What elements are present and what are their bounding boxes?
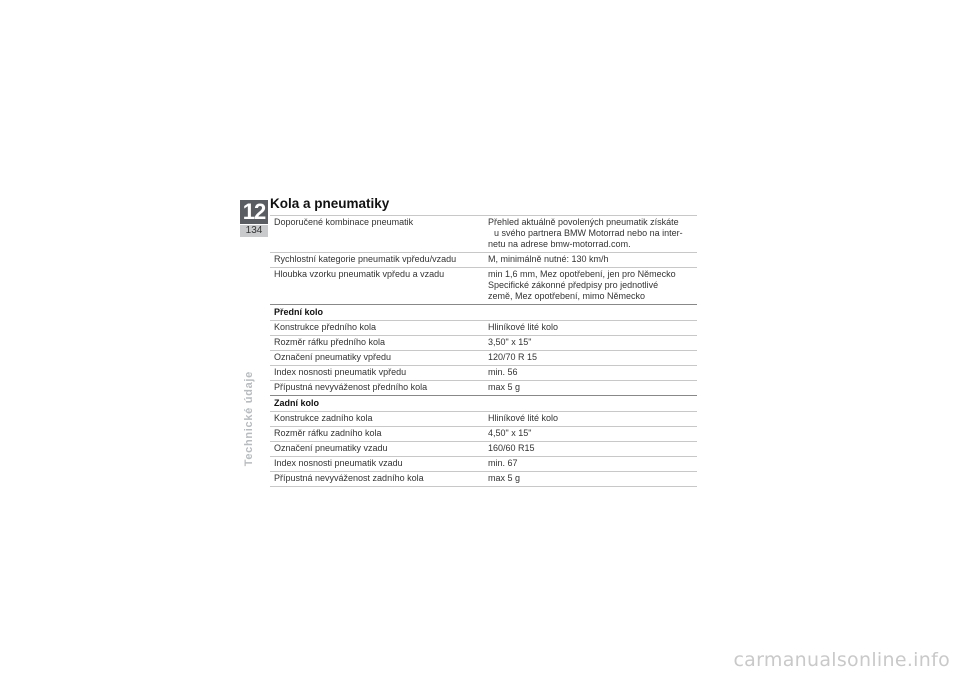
row-label: Rozměr ráfku zadního kola [274, 428, 382, 438]
row-label: Označení pneumatiky vpředu [274, 352, 392, 362]
row-label: Hloubka vzorku pneumatik vpředu a vzadu [274, 269, 445, 279]
page-number: 134 [240, 225, 268, 237]
chapter-number: 12 [240, 200, 268, 224]
row-value: max 5 g [488, 473, 521, 483]
table-row [270, 320, 697, 335]
row-value-line: země, Mez opotřebení, mimo Německo [488, 291, 646, 301]
row-label: Index nosnosti pneumatik vpředu [274, 367, 407, 377]
table-row [270, 456, 697, 471]
row-value [488, 216, 697, 252]
row-value-line: netu na adrese bmw-motorrad.com. [488, 239, 631, 249]
row-value-line: u svého partnera BMW Motorrad nebo na inter- [494, 228, 683, 238]
table-row [270, 441, 697, 456]
row-value: min. 56 [488, 367, 518, 377]
row-value-line: Specifické zákonné předpisy pro jednotlivé [488, 280, 659, 290]
spec-table [270, 215, 697, 487]
row-label: Doporučené kombinace pneumatik [274, 217, 414, 227]
row-label: Rozměr ráfku předního kola [274, 337, 386, 347]
row-value: 160/60 R15 [488, 443, 535, 453]
row-value-line: Přehled aktuálně povolených pneumatik získáte [488, 217, 679, 227]
table-row [270, 335, 697, 350]
row-label: Přípustná nevyváženost předního kola [274, 382, 428, 392]
row-value: min. 67 [488, 458, 518, 468]
row-value [488, 268, 697, 304]
section-heading-rear: Zadní kolo [270, 395, 697, 411]
row-label: Konstrukce předního kola [274, 322, 377, 332]
row-label: Přípustná nevyváženost zadního kola [274, 473, 424, 483]
table-row [270, 215, 697, 252]
table-row [270, 380, 697, 395]
chapter-side-label: Technické údaje [243, 371, 255, 467]
watermark: carmanualsonline.info [733, 649, 950, 671]
table-row [270, 350, 697, 365]
row-value: max 5 g [488, 382, 521, 392]
row-value [488, 253, 697, 267]
row-value: 120/70 R 15 [488, 352, 538, 362]
table-bottom-rule [270, 486, 697, 487]
row-label: Rychlostní kategorie pneumatik vpředu/vzadu [274, 254, 457, 264]
table-row [270, 267, 697, 304]
table-row [270, 426, 697, 441]
row-value: Hliníkové lité kolo [488, 322, 559, 332]
row-label: Index nosnosti pneumatik vzadu [274, 458, 403, 468]
section-heading-front: Přední kolo [270, 304, 697, 320]
row-value: 3,50" x 15" [488, 337, 532, 347]
row-value: Hliníkové lité kolo [488, 413, 559, 423]
row-label: Konstrukce zadního kola [274, 413, 373, 423]
table-row [270, 411, 697, 426]
page-title: Kola a pneumatiky [270, 196, 390, 211]
table-row [270, 252, 697, 267]
table-row [270, 471, 697, 486]
row-label: Označení pneumatiky vzadu [274, 443, 388, 453]
row-value-line: M, minimálně nutné: 130 km/h [488, 254, 609, 264]
row-value-line: min 1,6 mm, Mez opotřebení, jen pro Německo [488, 269, 676, 279]
row-value: 4,50" x 15" [488, 428, 532, 438]
table-row [270, 365, 697, 380]
